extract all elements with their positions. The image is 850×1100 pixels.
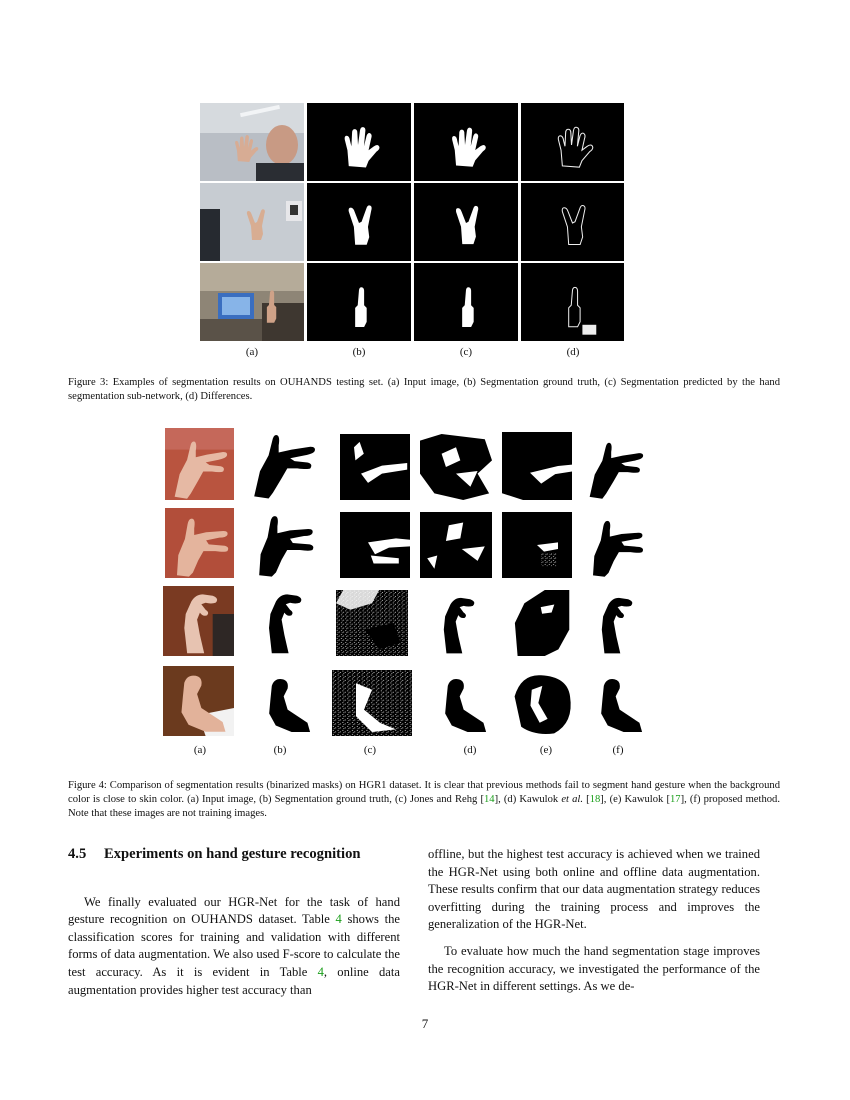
fig4-kawulok-etal-row3 bbox=[422, 590, 492, 656]
fig3-difference-row2 bbox=[521, 183, 624, 261]
section-title: Experiments on hand gesture recognition bbox=[104, 846, 361, 862]
fig3-prediction-row2 bbox=[414, 183, 518, 261]
fig4-jones-rehg-row2 bbox=[340, 512, 410, 578]
fig3-prediction-row3 bbox=[414, 263, 518, 341]
fig3-difference-row1 bbox=[521, 103, 624, 181]
fig3-sublabel-b: (b) bbox=[352, 346, 366, 358]
fig4-sublabel-e: (e) bbox=[539, 744, 553, 756]
left-paragraph: We finally evaluated our HGR-Net for the task of hand gesture recognition on OUHANDS dataset. Table 4 shows the classification scores for training and validation with different forms of data augmentation. We also used F-score to calculate the test accuracy. As it is evident in Table 4, online data augmentation provides higher test accuracy than bbox=[68, 894, 400, 997]
right-column bbox=[428, 846, 760, 996]
fig4-kawulok-row1 bbox=[502, 432, 572, 500]
fig4-sublabel-c: (c) bbox=[363, 744, 377, 756]
figure-4 bbox=[160, 428, 660, 763]
fig3-sublabel-c: (c) bbox=[459, 346, 473, 358]
fig3-sublabel-a: (a) bbox=[245, 346, 259, 358]
fig3-ground-truth-row1 bbox=[307, 103, 411, 181]
fig3-input-image-row1 bbox=[200, 103, 304, 181]
citation-link-17[interactable]: 17 bbox=[669, 794, 681, 805]
fig4-sublabel-d: (d) bbox=[463, 744, 477, 756]
section-number: 4.5 bbox=[68, 846, 87, 862]
fig3-prediction-row1 bbox=[414, 103, 518, 181]
fig4-input-image-row1 bbox=[165, 428, 234, 500]
fig4-kawulok-row4 bbox=[508, 670, 574, 736]
section-heading bbox=[68, 846, 400, 864]
fig4-sublabel-b: (b) bbox=[273, 744, 287, 756]
table-link-4-second[interactable]: 4 bbox=[317, 964, 324, 979]
fig4-input-image-row2 bbox=[165, 508, 234, 578]
page-number: 7 bbox=[421, 1016, 429, 1031]
table-link-4[interactable]: 4 bbox=[335, 912, 342, 927]
fig3-ground-truth-row2 bbox=[307, 183, 411, 261]
fig4-jones-rehg-row3 bbox=[336, 590, 408, 656]
fig4-ground-truth-row4 bbox=[248, 670, 322, 736]
fig4-jones-rehg-row4 bbox=[332, 670, 412, 736]
fig4-input-image-row3 bbox=[163, 586, 234, 656]
fig4-ground-truth-row3 bbox=[244, 586, 322, 656]
fig4-proposed-row1 bbox=[580, 434, 650, 500]
fig4-kawulok-row2 bbox=[502, 512, 572, 578]
figure-4-caption: Figure 4: Comparison of segmentation results (binarized masks) on HGR1 dataset. It is clear that previous methods fail to segment hand gesture when the background color is close to skin color. (a) Input image, (b) Segmentation ground truth, (c) Jones and Rehg [14], (d) Kawulok et al. [18], (e) Kawulok [17], (f) proposed method. Note that these images are not training images. bbox=[68, 780, 780, 819]
fig4-proposed-row4 bbox=[584, 670, 650, 736]
fig4-sublabel-a: (a) bbox=[193, 744, 207, 756]
figure-3-caption: Figure 3: Examples of segmentation results on OUHANDS testing set. (a) Input image, (b) Segmentation ground truth, (c) Segmentation predicted by the hand segmentation sub-network, (d) Differences. bbox=[68, 377, 780, 402]
figure-3 bbox=[200, 103, 624, 361]
fig3-input-image-row2 bbox=[200, 183, 304, 261]
fig4-proposed-row2 bbox=[580, 512, 650, 578]
fig3-difference-row3 bbox=[521, 263, 624, 341]
fig4-input-image-row4 bbox=[163, 666, 234, 736]
left-column bbox=[68, 846, 400, 999]
fig4-kawulok-etal-row2 bbox=[420, 512, 492, 578]
right-paragraph-2: To evaluate how much the hand segmentation stage improves the recognition accuracy, we investigated the performance of the HGR-Net in different settings. As we de- bbox=[428, 943, 760, 994]
fig4-kawulok-row3 bbox=[504, 590, 572, 656]
fig4-ground-truth-row2 bbox=[244, 508, 322, 578]
fig4-sublabel-f: (f) bbox=[612, 744, 624, 756]
fig4-proposed-row3 bbox=[580, 590, 650, 656]
fig3-ground-truth-row3 bbox=[307, 263, 411, 341]
citation-link-14[interactable]: 14 bbox=[483, 794, 495, 805]
fig4-kawulok-etal-row4 bbox=[428, 670, 494, 736]
citation-link-18[interactable]: 18 bbox=[589, 794, 601, 805]
fig3-input-image-row3 bbox=[200, 263, 304, 341]
fig4-ground-truth-row1 bbox=[244, 428, 322, 500]
right-paragraph-1: offline, but the highest test accuracy is achieved when we trained the HGR-Net using both online and offline data augmentation. These results confirm that our data augmentation strategy reduces overfitting during the training process and improves the generalization of the HGR-Net. bbox=[428, 847, 760, 932]
fig4-jones-rehg-row1 bbox=[340, 434, 410, 500]
fig4-kawulok-etal-row1 bbox=[420, 434, 492, 500]
fig3-sublabel-d: (d) bbox=[566, 346, 580, 358]
